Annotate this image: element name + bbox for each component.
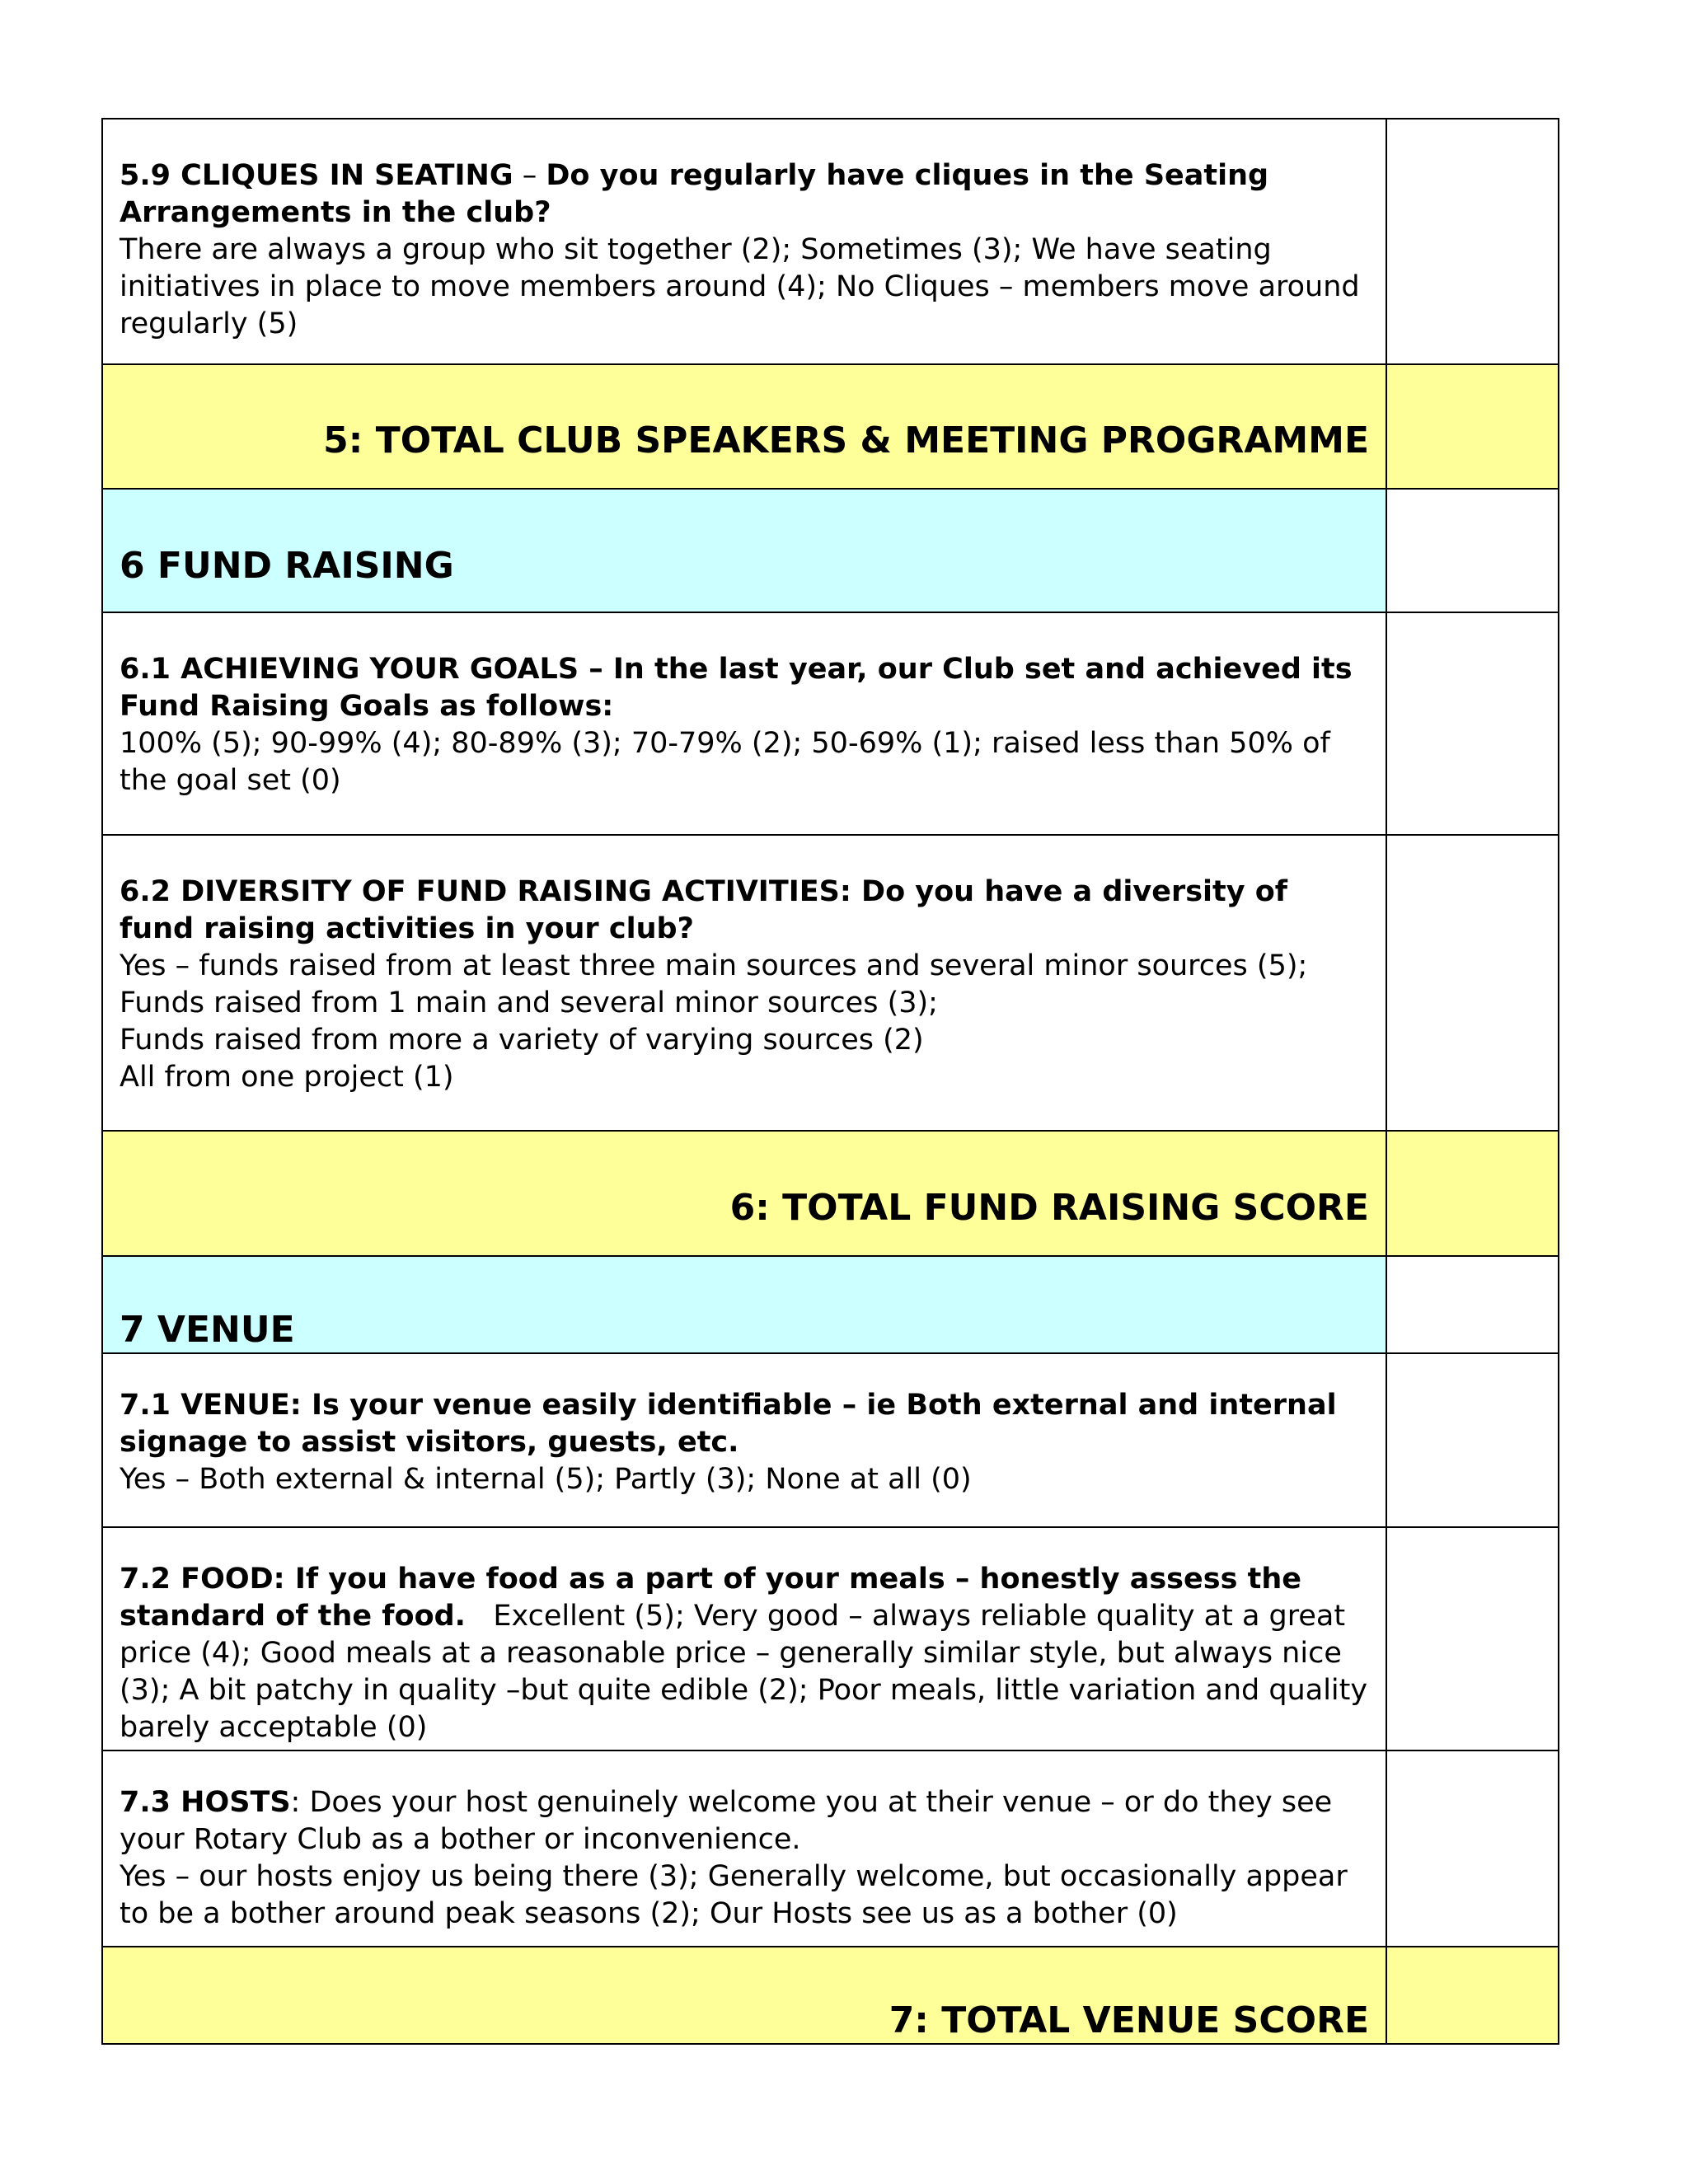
answer-options: There are always a group who sit together (2); Sometimes (3); We have seating initiatives in place to move members around (4); No Cliques – members move around regularly (5) bbox=[120, 233, 1360, 340]
total-section-7 bbox=[102, 1947, 1386, 2044]
total-label: 6: TOTAL FUND RAISING SCORE bbox=[729, 1187, 1369, 1229]
question-heading: 6.1 ACHIEVING YOUR GOALS – In the last year, our Club set and achieved its Fund Raising Goals as follows: bbox=[120, 653, 1353, 723]
answer-option: Yes – funds raised from at least three main sources and several minor sources (5); bbox=[120, 949, 1308, 982]
score-cell[interactable] bbox=[1386, 1353, 1559, 1527]
section-heading-7 bbox=[102, 1256, 1386, 1353]
question-text: Do you regularly have cliques in the Seating Arrangements in the club? bbox=[120, 159, 1269, 229]
question-heading: 7.1 VENUE: Is your venue easily identifiable – ie Both external and internal signage to assist visitors, guests, etc. bbox=[120, 1389, 1337, 1459]
table-row bbox=[102, 1131, 1559, 1256]
question-7-2 bbox=[102, 1527, 1386, 1750]
table-row bbox=[102, 1947, 1559, 2044]
score-cell[interactable] bbox=[1386, 1256, 1559, 1353]
assessment-table bbox=[101, 118, 1559, 2045]
score-cell[interactable] bbox=[1386, 1947, 1559, 2044]
section-title: 7 VENUE bbox=[120, 1309, 295, 1351]
question-6-2 bbox=[102, 835, 1386, 1131]
table-row bbox=[102, 364, 1559, 489]
table-row bbox=[102, 489, 1559, 612]
table-row bbox=[102, 835, 1559, 1131]
section-heading-6 bbox=[102, 489, 1386, 612]
score-cell[interactable] bbox=[1386, 364, 1559, 489]
table-row bbox=[102, 612, 1559, 835]
score-cell[interactable] bbox=[1386, 489, 1559, 612]
table-row bbox=[102, 119, 1559, 364]
question-7-3 bbox=[102, 1750, 1386, 1947]
answer-options: 100% (5); 90-99% (4); 80-89% (3); 70-79% (2); 50-69% (1); raised less than 50% of the goal set (0) bbox=[120, 727, 1330, 797]
answer-options: Yes – Both external & internal (5); Partly (3); None at all (0) bbox=[120, 1463, 972, 1496]
score-cell[interactable] bbox=[1386, 612, 1559, 835]
question-heading: 5.9 CLIQUES IN SEATING bbox=[120, 159, 513, 192]
total-section-5 bbox=[102, 364, 1386, 489]
table-row bbox=[102, 1353, 1559, 1527]
question-heading: 6.2 DIVERSITY OF FUND RAISING ACTIVITIES: Do you have a diversity of fund raising activities in your club? bbox=[120, 875, 1288, 945]
table-row bbox=[102, 1527, 1559, 1750]
question-6-1 bbox=[102, 612, 1386, 835]
score-cell[interactable] bbox=[1386, 835, 1559, 1131]
table-row bbox=[102, 1256, 1559, 1353]
total-section-6 bbox=[102, 1131, 1386, 1256]
question-heading: 7.2 FOOD: If you have food as a part of your meals – honestly assess the standard of the food. bbox=[120, 1563, 1301, 1633]
answer-options: Yes – our hosts enjoy us being there (3); Generally welcome, but occasionally appear to be a bother around peak seasons (2); Our Hosts see us as a bother (0) bbox=[120, 1860, 1348, 1930]
table-row bbox=[102, 1750, 1559, 1947]
score-cell[interactable] bbox=[1386, 1527, 1559, 1750]
question-5-9 bbox=[102, 119, 1386, 364]
question-text: : Does your host genuinely welcome you at their venue – or do they see your Rotary Club as a bother or inconvenience. bbox=[120, 1786, 1333, 1856]
answer-option: Funds raised from more a variety of varying sources (2) bbox=[120, 1024, 924, 1057]
score-cell[interactable] bbox=[1386, 1750, 1559, 1947]
total-label: 7: TOTAL VENUE SCORE bbox=[889, 1999, 1369, 2041]
score-cell[interactable] bbox=[1386, 1131, 1559, 1256]
question-heading: 7.3 HOSTS bbox=[120, 1786, 291, 1819]
score-cell[interactable] bbox=[1386, 119, 1559, 364]
answer-options: Excellent (5); Very good – always reliable quality at a great price (4); Good meals at a reasonable price – generally similar style, but always nice (3); A bit patchy in quality –but quite edible (2); Poor meals, little variation and quality barely acceptable (0) bbox=[120, 1600, 1368, 1744]
total-label: 5: TOTAL CLUB SPEAKERS & MEETING PROGRAMME bbox=[323, 419, 1369, 462]
question-7-1 bbox=[102, 1353, 1386, 1527]
section-title: 6 FUND RAISING bbox=[120, 545, 454, 587]
dash: – bbox=[513, 159, 546, 192]
answer-option: All from one project (1) bbox=[120, 1061, 454, 1094]
answer-option: Funds raised from 1 main and several minor sources (3); bbox=[120, 987, 938, 1019]
